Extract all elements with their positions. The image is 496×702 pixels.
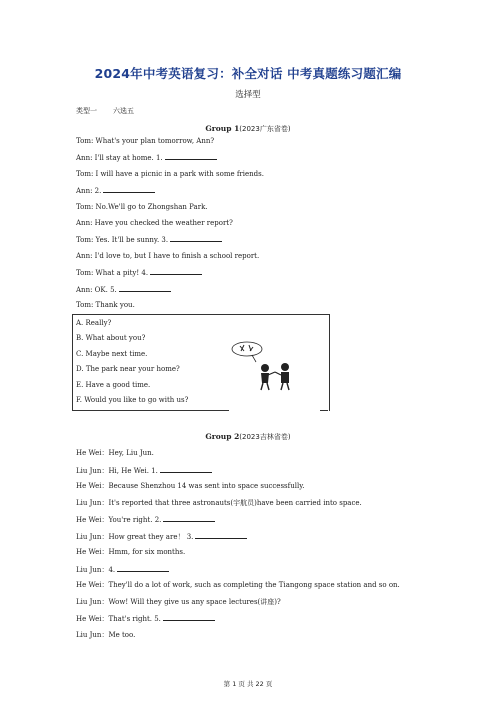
dialogue-line (76, 284, 171, 295)
dialogue-text: Liu Jun：Me too. (76, 630, 136, 639)
option-item: A. Really? (76, 319, 112, 327)
dialogue-line (76, 234, 222, 245)
answer-blank[interactable] (165, 152, 217, 160)
option-item: E. Have a good time. (76, 380, 151, 389)
dialogue-text: Liu Jun：It's reported that three astronauts(宇航员)have been carried into space. (76, 498, 362, 507)
option-item: D. The park near your home? (76, 365, 180, 374)
two-people-talking-illustration (230, 340, 302, 392)
page-footer: 第 1 页 共 22 页 (223, 680, 273, 688)
dialogue-text: Ann: I'll stay at home. 1. (76, 154, 163, 163)
dialogue-line (76, 564, 169, 575)
group1-source: (2023广东省卷) (239, 125, 291, 133)
dialogue-line (76, 251, 259, 261)
group2-title (0, 432, 496, 442)
dialogue-line (76, 597, 281, 607)
options-box-bottom-tail (320, 402, 328, 411)
dialogue-text: Ann: Have you checked the weather report? (76, 219, 233, 227)
group2-source: (2023吉林省卷) (239, 433, 291, 441)
dialogue-line (76, 514, 215, 525)
dialogue-text: Tom: What a pity! 4. (76, 269, 149, 278)
answer-blank[interactable] (163, 514, 215, 522)
option-item: B. What about you? (76, 334, 146, 343)
dialogue-line (76, 613, 215, 624)
dialogue-line (76, 547, 185, 557)
section-type: 类型一 (76, 107, 97, 115)
dialogue-line (76, 630, 135, 640)
answer-blank[interactable] (119, 284, 171, 292)
option-item: F. Would you like to go with us? (76, 396, 189, 404)
options-box-bottom-line (72, 410, 229, 411)
dialogue-text: Liu Jun：4. (76, 565, 116, 574)
dialogue-line (76, 152, 217, 163)
dialogue-line (76, 136, 214, 146)
option-item: C. Maybe next time. (76, 349, 148, 358)
answer-blank[interactable] (160, 465, 212, 473)
dialogue-text: He Wei：Hey, Liu Jun. (76, 449, 154, 457)
document-subtitle: 选择型 (235, 90, 261, 100)
dialogue-line (76, 498, 362, 508)
answer-blank[interactable] (103, 185, 155, 193)
dialogue-text: Tom: I will have a picnic in a park with some friends. (76, 169, 264, 178)
dialogue-text: He Wei：Because Shenzhou 14 was sent into space successfully. (76, 482, 305, 490)
group1-title (0, 124, 496, 134)
dialogue-text: Ann: I'd love to, but I have to finish a school report. (76, 251, 260, 260)
dialogue-line (76, 465, 212, 476)
group1-title-text: Group 1 (205, 124, 240, 133)
document-title: 2024年中考英语复习：补全对话 中考真题练习题汇编 (94, 66, 402, 81)
dialogue-text: Tom: Thank you. (76, 301, 135, 309)
group2-title-text: Group 2 (205, 432, 240, 441)
answer-blank[interactable] (195, 531, 247, 539)
dialogue-text: Tom: No.We'll go to Zhongshan Park. (76, 202, 208, 211)
dialogue-line (76, 481, 304, 491)
dialogue-text: Liu Jun：Hi, He Wei. 1. (76, 466, 158, 475)
answer-blank[interactable] (163, 613, 215, 621)
dialogue-text: Liu Jun：Wow! Will they give us any space lectures(讲座)? (76, 597, 281, 606)
dialogue-text: Tom: What's your plan tomorrow, Ann? (76, 137, 215, 145)
dialogue-text: Ann: 2. (76, 187, 102, 196)
dialogue-line (76, 267, 202, 278)
dialogue-text: He Wei：Hmm, for six months. (76, 548, 186, 556)
dialogue-line (76, 169, 264, 179)
dialogue-line (76, 531, 247, 542)
dialogue-line (76, 218, 233, 228)
dialogue-text: Tom: Yes. It'll be sunny. 3. (76, 236, 169, 245)
dialogue-text: Liu Jun：How great they are！ 3. (76, 532, 194, 541)
section-heading (76, 106, 150, 116)
answer-blank[interactable] (170, 234, 222, 242)
dialogue-line (76, 580, 400, 590)
answer-blank[interactable] (150, 267, 202, 275)
dialogue-text: He Wei：They'll do a lot of work, such as completing the Tiangong space station and so on. (76, 581, 400, 589)
dialogue-text: Ann: OK. 5. (76, 285, 117, 294)
answer-blank[interactable] (117, 564, 169, 572)
dialogue-line (76, 202, 208, 212)
dialogue-text: He Wei：You're right. 2. (76, 516, 162, 524)
dialogue-line (76, 300, 135, 310)
dialogue-line (76, 185, 155, 196)
dialogue-text: He Wei：That's right. 5. (76, 615, 161, 623)
dialogue-line (76, 448, 154, 458)
section-name: 六选五 (113, 107, 134, 115)
